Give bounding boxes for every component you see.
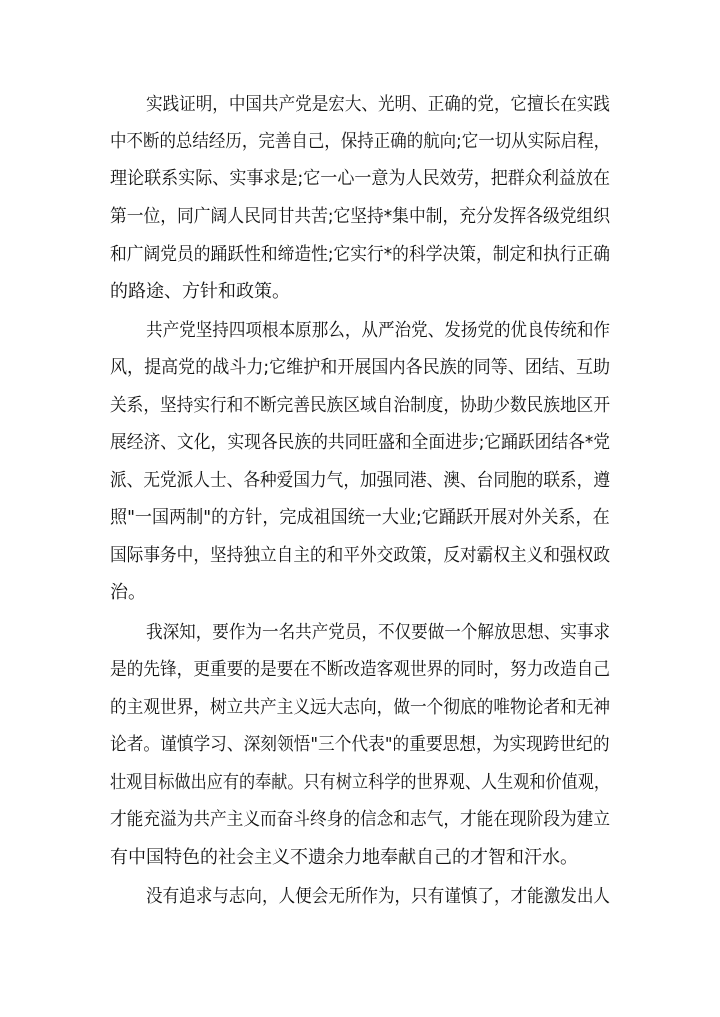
paragraph-1-line-5: 和广阔党员的踊跃性和缔造性;它实行*的科学决策，制定和执行正确 (110, 244, 611, 265)
paragraph-3-line-1: 我深知，要作为一名共产党员，不仅要做一个解放思想、实事求 (146, 622, 610, 643)
paragraph-3-line-7: 有中国特色的社会主义不遗余力地奉献自己的才智和汗水。 (110, 847, 578, 868)
paragraph-2-line-5: 派、无党派人士、各种爱国力气，加强同港、澳、台同胞的联系，遵 (110, 470, 610, 491)
paragraph-3-line-6: 才能充溢为共产主义而奋斗终身的信念和志气，才能在现阶段为建立 (110, 809, 610, 830)
paragraph-1-line-2: 中不断的总结经历，完善自己，保持正确的航向;它一切从实际启程， (110, 131, 611, 152)
paragraph-1-line-1: 实践证明，中国共产党是宏大、光明、正确的党，它擅长在实践 (146, 94, 610, 115)
paragraph-1-line-4: 第一位，同广阔人民同甘共苦;它坚持*集中制，充分发挥各级党组织 (110, 206, 611, 227)
paragraph-2-line-1: 共产党坚持四项根本原那么，从严治党、发扬党的优良传统和作 (146, 320, 610, 341)
paragraph-3-line-2: 是的先锋，更重要的是要在不断改造客观世界的同时，努力改造自己 (110, 659, 610, 680)
paragraph-1-line-3: 理论联系实际、实事求是;它一心一意为人民效劳，把群众利益放在 (110, 168, 611, 189)
paragraph-4-line-1: 没有追求与志向，人便会无所作为，只有谨慎了，才能激发出人 (146, 886, 610, 907)
paragraph-3-line-4: 论者。谨慎学习、深刻领悟"三个代表"的重要思想，为实现跨世纪的 (110, 734, 610, 755)
paragraph-1-line-6: 的路途、方针和政策。 (110, 281, 290, 302)
paragraph-2-line-8: 治。 (110, 582, 146, 603)
paragraph-2-line-4: 展经济、文化，实现各民族的共同旺盛和全面进步;它踊跃团结各*党 (110, 432, 611, 453)
paragraph-2-line-3: 关系，坚持实行和不断完善民族区域自治制度，协助少数民族地区开 (110, 395, 610, 416)
paragraph-3-line-3: 的主观世界，树立共产主义远大志向，做一个彻底的唯物论者和无神 (110, 697, 610, 718)
paragraph-2-line-7: 国际事务中，坚持独立自主的和平外交政策，反对霸权主义和强权政 (110, 545, 610, 566)
paragraph-2-line-2: 风，提高党的战斗力;它维护和开展国内各民族的同等、团结、互助 (110, 357, 611, 378)
paragraph-3-line-5: 壮观目标做出应有的奉献。只有树立科学的世界观、人生观和价值观， (110, 772, 611, 793)
paragraph-2-line-6: 照"一国两制"的方针，完成祖国统一大业;它踊跃开展对外关系，在 (110, 507, 610, 528)
